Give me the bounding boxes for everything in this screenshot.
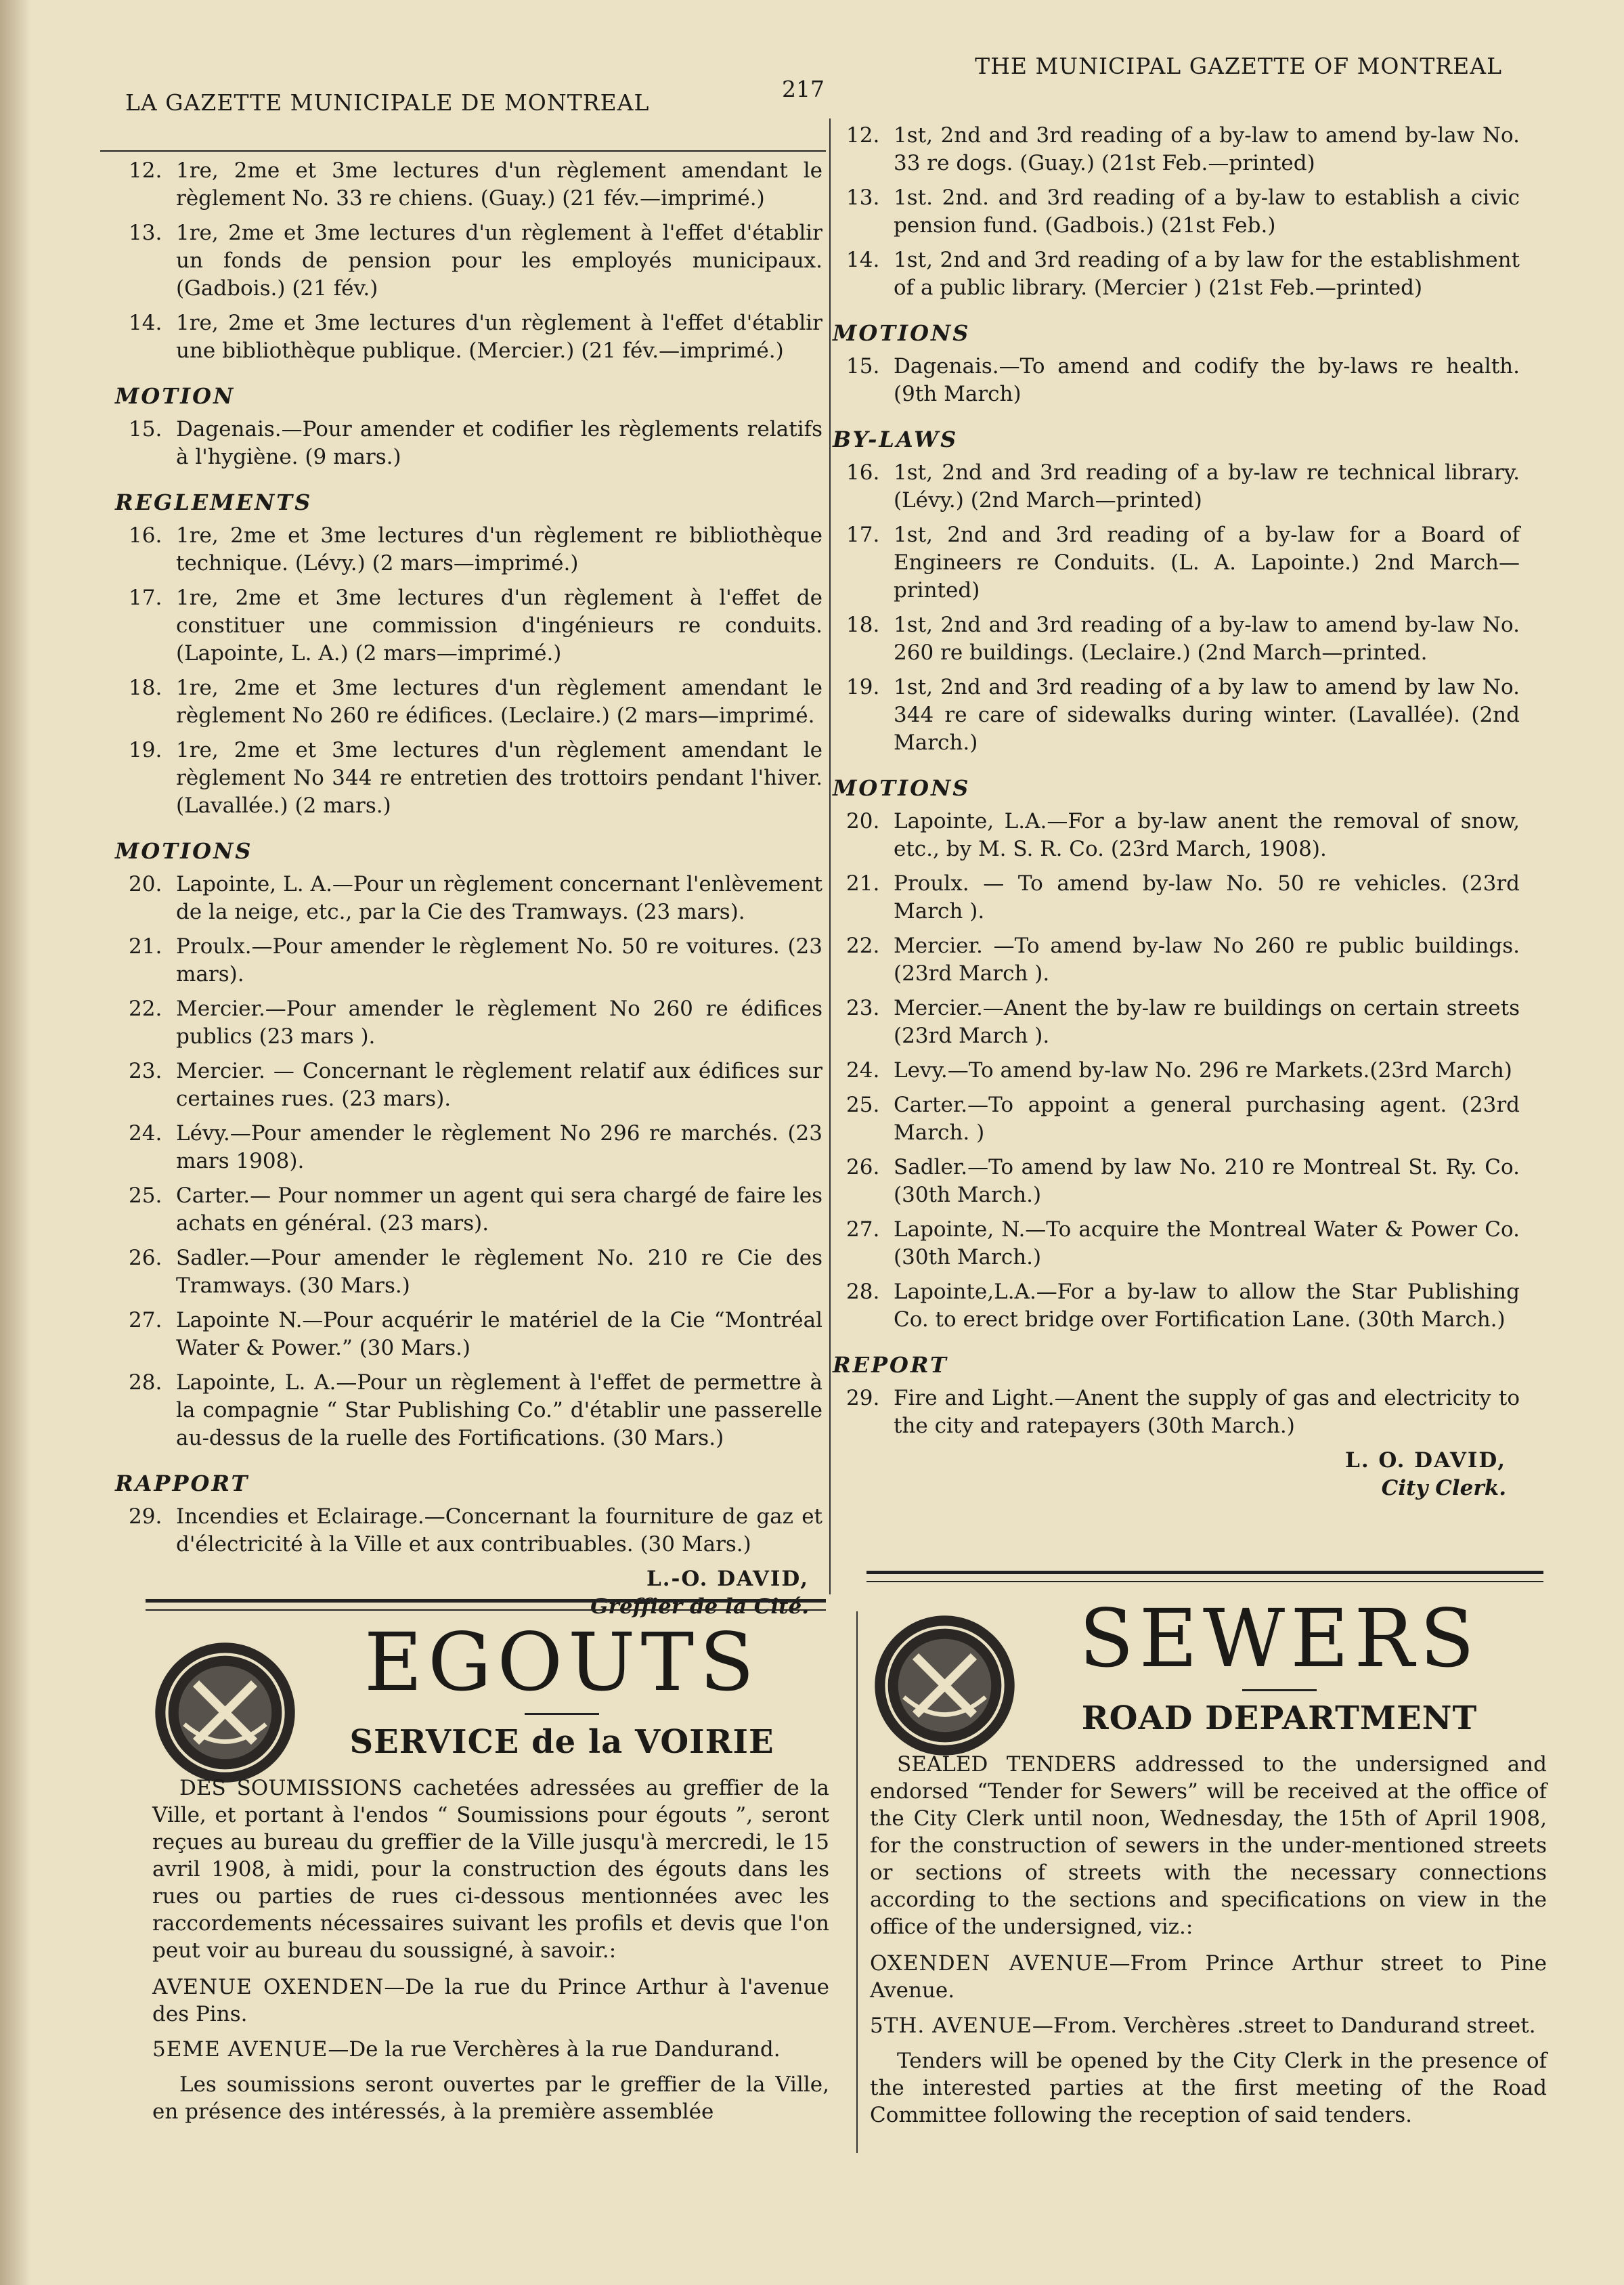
order-item xyxy=(115,416,822,471)
item-number: 19. xyxy=(846,675,880,699)
item-text: 1st, 2nd and 3rd reading of a by-law to amend by-law No. 260 re buildings. (Leclaire.) (2nd March—printed. xyxy=(894,613,1520,665)
item-number: 12. xyxy=(846,123,880,148)
notice-subtitle: SERVICE de la VOIRIE xyxy=(349,1723,774,1761)
order-item xyxy=(115,1182,822,1238)
item-number: 13. xyxy=(846,186,880,210)
title-rule xyxy=(525,1713,599,1715)
item-text: Lapointe, L.A.—For a by-law anent the removal of snow, etc., by M. S. R. Co. (23rd March, 1908). xyxy=(894,809,1520,861)
notice-closing: Les soumissions seront ouvertes par le greffier de la Ville, en présence des intéressés, à la première assemblée xyxy=(152,2072,829,2124)
item-text: Dagenais.—Pour amender et codifier les règlements relatifs à l'hygiène. (9 mars.) xyxy=(176,417,822,469)
notice-title: SEWERS xyxy=(1078,1592,1480,1685)
item-text: 1re, 2me et 3me lectures d'un règlement à l'effet de constituer une commission d'ingénieurs re conduits. (Lapointe, L. A.) (2 mars—imprimé.) xyxy=(176,586,822,666)
item-number: 23. xyxy=(129,1059,162,1083)
item-text: Lapointe N.—Pour acquérir le matériel de la Cie “Montréal Water & Power.” (30 Mars.) xyxy=(176,1308,822,1360)
section-heading-motion: MOTION xyxy=(115,383,236,409)
order-item xyxy=(833,1154,1520,1209)
order-item xyxy=(833,459,1520,515)
item-text: 1re, 2me et 3me lectures d'un règlement amendant le règlement No 344 re entretien des trottoirs pendant l'hiver. (Lavallée.) (2 mars.) xyxy=(176,738,822,818)
item-text: Levy.—To amend by-law No. 296 re Markets.(23rd March) xyxy=(894,1058,1512,1083)
item-number: 18. xyxy=(846,613,880,637)
order-item xyxy=(833,353,1520,408)
item-text: Incendies et Eclairage.—Concernant la fourniture de gaz et d'électricité à la Ville et aux contribuables. (30 Mars.) xyxy=(176,1504,822,1557)
list-top xyxy=(115,157,822,365)
list-motion xyxy=(115,416,822,471)
item-text: 1st. 2nd. and 3rd reading of a by-law to establish a civic pension fund. (Gadbois.) (21st Feb.) xyxy=(894,186,1520,238)
item-number: 14. xyxy=(846,248,880,272)
item-text: Mercier.—Anent the by-law re buildings on certain streets (23rd March ). xyxy=(894,996,1520,1048)
list-motions xyxy=(115,871,822,1452)
item-text: Carter.— Pour nommer un agent qui sera chargé de faire les achats en général. (23 mars). xyxy=(176,1183,822,1236)
order-item xyxy=(833,870,1520,926)
header-left-title: LA GAZETTE MUNICIPALE DE MONTREAL xyxy=(125,89,650,116)
notice-intro: SEALED TENDERS addressed to the undersigned and endorsed “Tender for Sewers” will be received at the office of the City Clerk until noon, Wednesday, the 15th of April 1908, for the construction of sewers in the under-mentioned streets or sections of streets with the necessary connections according to the sections and specifications on view in the office of the undersigned, viz.: xyxy=(870,1752,1547,1939)
notice-egouts xyxy=(152,1615,829,2135)
item-number: 21. xyxy=(846,871,880,896)
order-item xyxy=(115,737,822,820)
column-divider xyxy=(829,118,831,1594)
header-rule xyxy=(100,150,826,152)
item-text: Mercier. —To amend by-law No 260 re public buildings. (23rd March ). xyxy=(894,934,1520,986)
item-number: 15. xyxy=(129,417,162,441)
header-right-title: THE MUNICIPAL GAZETTE OF MONTREAL xyxy=(975,53,1502,79)
order-item xyxy=(833,184,1520,240)
list-top xyxy=(833,122,1520,302)
street-name: OXENDEN AVENUE xyxy=(870,1951,1110,1976)
item-number: 14. xyxy=(129,311,162,335)
signature-name: L.-O. DAVID, xyxy=(646,1567,809,1591)
order-item xyxy=(833,932,1520,988)
order-item xyxy=(115,1369,822,1452)
street-entry xyxy=(152,1974,829,2028)
order-item xyxy=(833,1057,1520,1085)
item-text: Lapointe,L.A.—For a by-law to allow the Star Publishing Co. to erect bridge over Fortification Lane. (30th March.) xyxy=(894,1280,1520,1332)
order-item xyxy=(833,1091,1520,1147)
item-number: 12. xyxy=(129,158,162,183)
item-number: 23. xyxy=(846,996,880,1020)
section-heading-motions: MOTIONS xyxy=(833,775,971,801)
signature-name: L. O. DAVID, xyxy=(1345,1448,1506,1473)
order-item xyxy=(833,1278,1520,1334)
item-text: 1re, 2me et 3me lectures d'un règlement re bibliothèque technique. (Lévy.) (2 mars—imprimé.) xyxy=(176,523,822,575)
item-number: 28. xyxy=(129,1370,162,1395)
street-range: —De la rue Verchères à la rue Dandurand. xyxy=(328,2037,781,2062)
item-text: Proulx.—Pour amender le règlement No. 50 re voitures. (23 mars). xyxy=(176,934,822,986)
order-item xyxy=(115,157,822,213)
item-text: Mercier.—Pour amender le règlement No 260 re édifices publics (23 mars ). xyxy=(176,997,822,1049)
order-item xyxy=(115,584,822,668)
item-text: 1st, 2nd and 3rd reading of a by-law for a Board of Engineers re Conduits. (L. A. Lapointe.) 2nd March—printed) xyxy=(894,523,1520,603)
item-number: 22. xyxy=(129,997,162,1021)
list-reglements xyxy=(115,522,822,820)
item-number: 27. xyxy=(129,1308,162,1332)
section-heading-rapport: RAPPORT xyxy=(115,1471,250,1496)
item-number: 25. xyxy=(846,1093,880,1117)
street-range: —From Prince Arthur street to Pine Avenue. xyxy=(870,1951,1547,2003)
item-number: 22. xyxy=(846,934,880,958)
page-header xyxy=(95,49,1543,123)
order-item xyxy=(833,521,1520,605)
item-text: 1re, 2me et 3me lectures d'un règlement à l'effet d'établir une bibliothèque publique. (Mercier.) (21 fév.—imprimé.) xyxy=(176,311,822,363)
item-text: Lapointe, N.—To acquire the Montreal Water & Power Co. (30th March.) xyxy=(894,1217,1520,1269)
notice-column-divider xyxy=(856,1611,858,2153)
order-item xyxy=(833,1385,1520,1440)
item-text: Sadler.—To amend by law No. 210 re Montreal St. Ry. Co. (30th March.) xyxy=(894,1155,1520,1207)
list-report xyxy=(833,1385,1520,1440)
item-number: 16. xyxy=(129,523,162,548)
item-number: 24. xyxy=(846,1058,880,1083)
item-text: 1re, 2me et 3me lectures d'un règlement amendant le règlement No 260 re édifices. (Leclaire.) (2 mars—imprimé. xyxy=(176,676,822,728)
item-number: 26. xyxy=(129,1246,162,1270)
section-heading-motions: MOTIONS xyxy=(115,838,253,864)
item-number: 19. xyxy=(129,738,162,762)
item-number: 18. xyxy=(129,676,162,700)
order-item xyxy=(115,1503,822,1559)
street-range: —De la rue du Prince Arthur à l'avenue des Pins. xyxy=(152,1975,829,2026)
item-text: 1re, 2me et 3me lectures d'un règlement à l'effet d'établir un fonds de pension pour les employés municipaux. (Gadbois.) (21 fév.) xyxy=(176,221,822,301)
section-heading-reglements: REGLEMENTS xyxy=(115,489,313,515)
street-entry xyxy=(870,1950,1547,2004)
item-text: Lapointe, L. A.—Pour un règlement à l'effet de permettre à la compagnie “ Star Publishing Co.” d'établir une passerelle au-dessus de la ruelle des Fortifications. (30 Mars.) xyxy=(176,1370,822,1450)
signature-role: City Clerk. xyxy=(1381,1476,1506,1500)
page-number: 217 xyxy=(782,76,825,102)
street-entry xyxy=(152,2036,829,2063)
item-text: 1st, 2nd and 3rd reading of a by law for the establishment of a public library. (Mercier ) (21st Feb.—printed) xyxy=(894,248,1520,300)
item-number: 20. xyxy=(129,872,162,896)
order-item xyxy=(833,246,1520,302)
item-text: Lapointe, L. A.—Pour un règlement concernant l'enlèvement de la neige, etc., par la Cie des Tramways. (23 mars). xyxy=(176,872,822,924)
order-item xyxy=(833,674,1520,757)
notice-closing: Tenders will be opened by the City Clerk in the presence of the interested parties at the first meeting of the Road Committee following the reception of said tenders. xyxy=(870,2049,1547,2127)
item-number: 21. xyxy=(129,934,162,959)
notice-subtitle: ROAD DEPARTMENT xyxy=(1081,1699,1478,1737)
item-text: Lévy.—Pour amender le règlement No 296 re marchés. (23 mars 1908). xyxy=(176,1121,822,1173)
item-text: 1st, 2nd and 3rd reading of a by-law re technical library. (Lévy.) (2nd March—printed) xyxy=(894,460,1520,513)
item-text: 1re, 2me et 3me lectures d'un règlement amendant le règlement No. 33 re chiens. (Guay.) (21 fév.—imprimé.) xyxy=(176,158,822,211)
notice-sewers xyxy=(870,1594,1547,2138)
item-number: 16. xyxy=(846,460,880,485)
item-text: Fire and Light.—Anent the supply of gas and electricity to the city and ratepayers (30th March.) xyxy=(894,1386,1520,1438)
section-heading-report: REPORT xyxy=(833,1352,948,1378)
order-item xyxy=(833,1216,1520,1271)
french-order-column xyxy=(115,157,822,1621)
order-item xyxy=(833,122,1520,177)
item-number: 29. xyxy=(129,1504,162,1529)
item-text: 1st, 2nd and 3rd reading of a by law to amend by law No. 344 re care of sidewalks during winter. (Lavallée). (2nd March.) xyxy=(894,675,1520,755)
street-range: —From. Verchères .street to Dandurand street. xyxy=(1032,2014,1536,2038)
title-rule xyxy=(1242,1689,1317,1691)
item-text: Dagenais.—To amend and codify the by-laws re health. (9th March) xyxy=(894,354,1520,406)
street-entry xyxy=(870,2012,1547,2039)
list-motions xyxy=(833,353,1520,408)
item-text: Sadler.—Pour amender le règlement No. 210 re Cie des Tramways. (30 Mars.) xyxy=(176,1246,822,1298)
order-item xyxy=(115,1058,822,1113)
item-text: Carter.—To appoint a general purchasing agent. (23rd March. ) xyxy=(894,1093,1520,1145)
section-divider-rule xyxy=(866,1571,1543,1582)
order-item xyxy=(833,995,1520,1050)
notice-intro: DES SOUMISSIONS cachetées adressées au greffier de la Ville, et portant à l'endos “ Soumissions pour égouts ”, seront reçues au bureau du greffier de la Ville jusqu'à mercredi, le 15 avril 1908, à midi, pour la construction des égouts dans les rues ou parties de rues ci-dessous mentionnées avec les raccordements nécessaires suivant les profils et devis que l'on peut voir au bureau du soussigné, à savoir.: xyxy=(152,1776,829,1963)
order-item xyxy=(115,522,822,578)
item-number: 15. xyxy=(846,354,880,378)
item-number: 20. xyxy=(846,809,880,833)
section-divider-rule xyxy=(146,1599,826,1611)
order-item xyxy=(115,309,822,365)
order-item xyxy=(833,611,1520,667)
street-name: AVENUE OXENDEN xyxy=(152,1975,385,1999)
order-item xyxy=(115,1120,822,1175)
order-item xyxy=(115,674,822,730)
signature-en xyxy=(833,1447,1520,1502)
order-item xyxy=(115,871,822,926)
item-number: 24. xyxy=(129,1121,162,1146)
section-heading-motions: MOTIONS xyxy=(833,320,971,346)
item-text: 1st, 2nd and 3rd reading of a by-law to amend by-law No. 33 re dogs. (Guay.) (21st Feb.—printed) xyxy=(894,123,1520,175)
list-rapport xyxy=(115,1503,822,1559)
item-number: 27. xyxy=(846,1217,880,1242)
order-item xyxy=(115,995,822,1051)
signature-role: Greffier de la Cité. xyxy=(590,1594,809,1619)
list-motions xyxy=(833,808,1520,1334)
street-name: 5EME AVENUE xyxy=(152,2037,328,2062)
order-item xyxy=(115,219,822,303)
item-text: Mercier. — Concernant le règlement relatif aux édifices sur certaines rues. (23 mars). xyxy=(176,1059,822,1111)
signature-fr xyxy=(115,1565,822,1621)
item-text: Proulx. — To amend by-law No. 50 re vehicles. (23rd March ). xyxy=(894,871,1520,923)
order-item xyxy=(115,1244,822,1300)
section-heading-bylaws: BY-LAWS xyxy=(833,427,959,452)
notice-title: EGOUTS xyxy=(364,1615,760,1709)
order-item xyxy=(115,933,822,988)
list-bylaws xyxy=(833,459,1520,757)
item-number: 17. xyxy=(129,586,162,610)
item-number: 13. xyxy=(129,221,162,245)
item-number: 29. xyxy=(846,1386,880,1410)
street-name: 5TH. AVENUE xyxy=(870,2014,1032,2038)
item-number: 17. xyxy=(846,523,880,547)
item-number: 26. xyxy=(846,1155,880,1179)
item-number: 28. xyxy=(846,1280,880,1304)
english-order-column xyxy=(833,122,1520,1502)
order-item xyxy=(833,808,1520,863)
item-number: 25. xyxy=(129,1183,162,1208)
order-item xyxy=(115,1307,822,1362)
page-binding-edge xyxy=(0,0,31,2285)
